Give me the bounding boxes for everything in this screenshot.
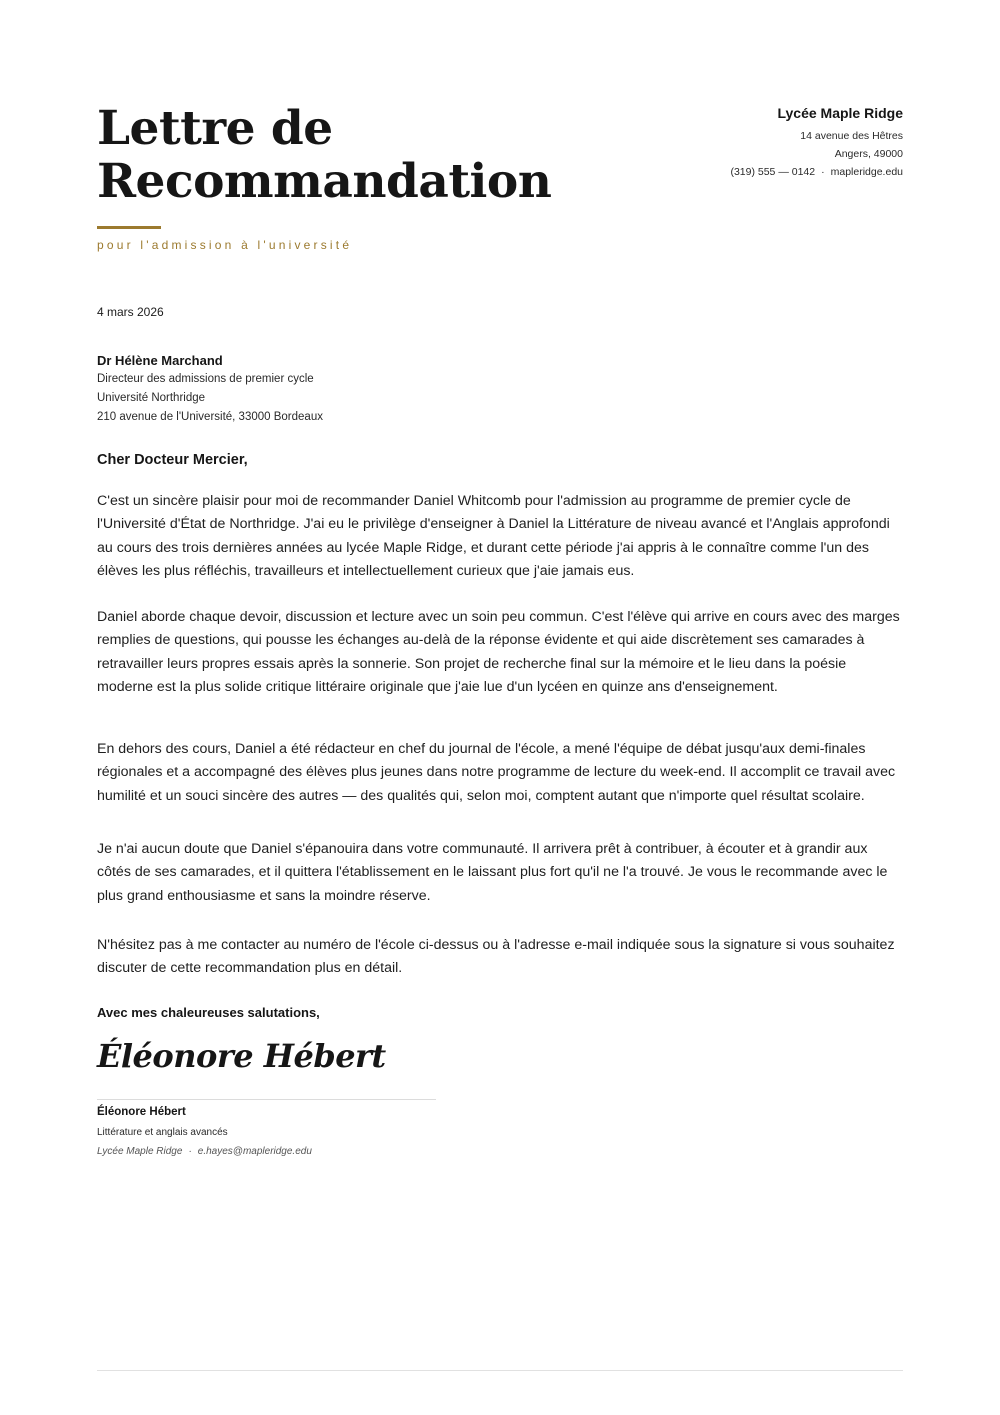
- school-city: Angers, 49000: [834, 148, 903, 160]
- school-name: Lycée Maple Ridge: [777, 105, 903, 121]
- signature-rule: [97, 1099, 436, 1100]
- school-street: 14 avenue des Hêtres: [800, 130, 903, 142]
- body-paragraph-4: Je n'ai aucun doute que Daniel s'épanouira dans votre communauté. Il arrivera prêt à contribuer, à écouter et à grandir aux côtés de ses camarades, et il quittera l'établissement en le laissant plus fort qu'il ne l'a trouvé. Je vous le recommande avec le plus grand enthousiasme et sans la moindre réserve.: [97, 841, 888, 904]
- signer-name: Éléonore Hébert: [97, 1106, 186, 1118]
- signer-separator: ·: [188, 1146, 192, 1157]
- letter-date: 4 mars 2026: [97, 305, 164, 319]
- footer-rule: [97, 1370, 903, 1371]
- school-website: mapleridge.edu: [830, 166, 903, 178]
- body-paragraph-2: Daniel aborde chaque devoir, discussion et lecture avec un soin peu commun. C'est l'élève qui arrive en cours avec des marges remplies de questions, qui pousse les échanges au-delà de la réponse évidente et qui aide discrètement ses camarades à retravailler leurs propres essais après la sonnerie. Son projet de recherche final sur la mémoire et le lieu dans la poésie moderne est la plus solide critique littéraire originale que j'aie lue d'un lycéen en quinze ans d'enseignement.: [97, 609, 900, 696]
- recipient-address: 210 avenue de l'Université, 33000 Bordeaux: [97, 411, 323, 423]
- title-line-2: Recommandation: [97, 154, 552, 209]
- title-line-1: Lettre de: [97, 101, 333, 156]
- recipient-name: Dr Hélène Marchand: [97, 353, 223, 368]
- body-paragraph-1: C'est un sincère plaisir pour moi de recommander Daniel Whitcomb pour l'admission au programme de premier cycle de l'Université d'État de Northridge. J'ai eu le privilège d'enseigner à Daniel la Littérature de niveau avancé et l'Anglais approfondi au cours des trois dernières années au lycée Maple Ridge, et durant cette période j'ai appris à le connaître comme l'un des élèves les plus réfléchis, travailleurs et intellectuellement curieux que j'aie jamais eus.: [97, 493, 890, 580]
- recipient-institution: Université Northridge: [97, 392, 206, 404]
- letter-page: [97, 0, 903, 1415]
- title-accent-rule: [97, 226, 161, 229]
- page-title: [97, 102, 551, 208]
- recipient-title: Directeur des admissions de premier cycle: [97, 373, 314, 385]
- body-paragraph-5: N'hésitez pas à me contacter au numéro de l'école ci-dessus ou à l'adresse e-mail indiquée sous la signature si vous souhaitez discuter de cette recommandation plus en détail.: [97, 937, 895, 977]
- signer-email: e.hayes@mapleridge.edu: [197, 1146, 312, 1157]
- salutation: Cher Docteur Mercier,: [97, 452, 248, 468]
- school-letterhead: [730, 104, 903, 181]
- school-phone: (319) 555 — 0142: [730, 166, 816, 178]
- signer-contact: [97, 1146, 312, 1157]
- school-contact: [730, 163, 903, 181]
- recipient-block: [97, 352, 323, 427]
- handwritten-signature: Éléonore Hébert: [97, 1037, 386, 1075]
- page-subtitle: pour l'admission à l'université: [97, 238, 353, 252]
- body-paragraph-3: En dehors des cours, Daniel a été rédacteur en chef du journal de l'école, a mené l'équipe de débat jusqu'aux demi-finales régionales et a accompagné des élèves plus jeunes dans notre programme de lecture du week-end. Il accomplit ce travail avec humilité et un souci sincère des autres — des qualités qui, selon moi, comptent autant que n'importe quel résultat scolaire.: [97, 741, 896, 804]
- contact-separator: ·: [821, 166, 825, 178]
- signer-school: Lycée Maple Ridge: [97, 1146, 183, 1157]
- closing: Avec mes chaleureuses salutations,: [97, 1005, 320, 1020]
- signer-role: Littérature et anglais avancés: [97, 1127, 228, 1138]
